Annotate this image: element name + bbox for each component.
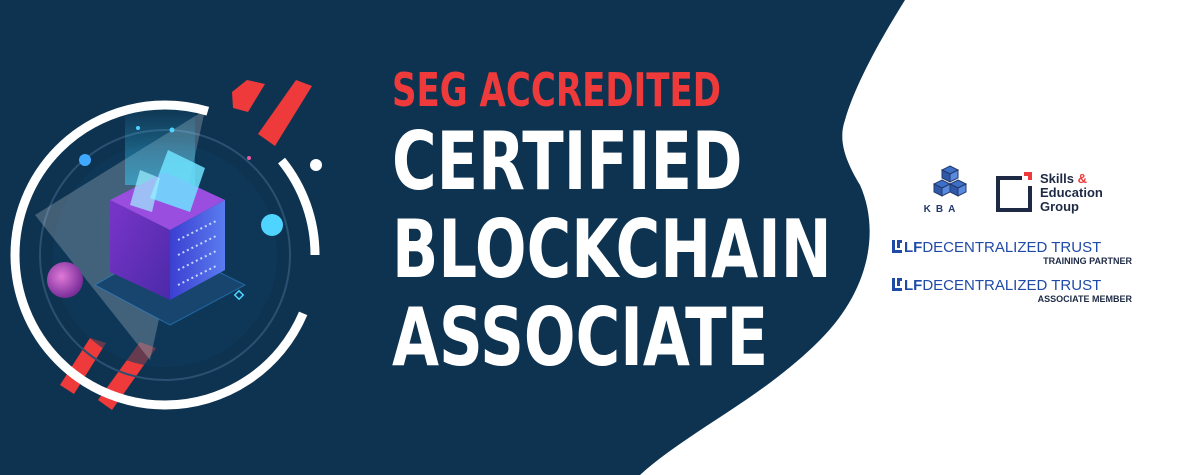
lf-mark-icon (892, 240, 902, 253)
blockchain-illustration (0, 0, 360, 475)
seg-line3: Group (1040, 199, 1079, 214)
accreditation-label: SEG ACCREDITED (392, 63, 721, 117)
partner-logos (880, 160, 1170, 320)
lf-mark: LF (904, 239, 923, 256)
ring-dot (310, 159, 322, 171)
lf-name: DECENTRALIZED TRUST (922, 277, 1102, 294)
lf-role: TRAINING PARTNER (1043, 256, 1132, 266)
planet-purple (47, 262, 83, 298)
lf-mark: LF (904, 277, 923, 294)
title-line-1: CERTIFIED (392, 115, 743, 208)
kba-label: KBA (923, 204, 961, 215)
planet-small (79, 154, 91, 166)
planet-cyan (261, 214, 283, 236)
title-line-3: ASSOCIATE (392, 291, 769, 384)
lf-associate-member (892, 278, 1152, 305)
sparkle-dot (136, 126, 140, 130)
lf-name: DECENTRALIZED TRUST (922, 239, 1102, 256)
red-slash-top (232, 80, 312, 146)
lf-role: ASSOCIATE MEMBER (1037, 294, 1132, 304)
seg-wordmark (1040, 172, 1103, 214)
seg-logo (992, 172, 1162, 216)
lf-training-partner (892, 240, 1152, 267)
seg-line1: Skills (1040, 171, 1074, 186)
headline-block (392, 62, 832, 382)
seg-ampersand: & (1077, 171, 1087, 186)
seg-line2: Education (1040, 185, 1103, 200)
sparkle-dot (170, 128, 175, 133)
lf-mark-icon (892, 278, 902, 291)
title-line-2: BLOCKCHAIN (392, 203, 832, 296)
seg-bracket-logo (992, 172, 1032, 212)
sparkle-dot (247, 156, 251, 160)
